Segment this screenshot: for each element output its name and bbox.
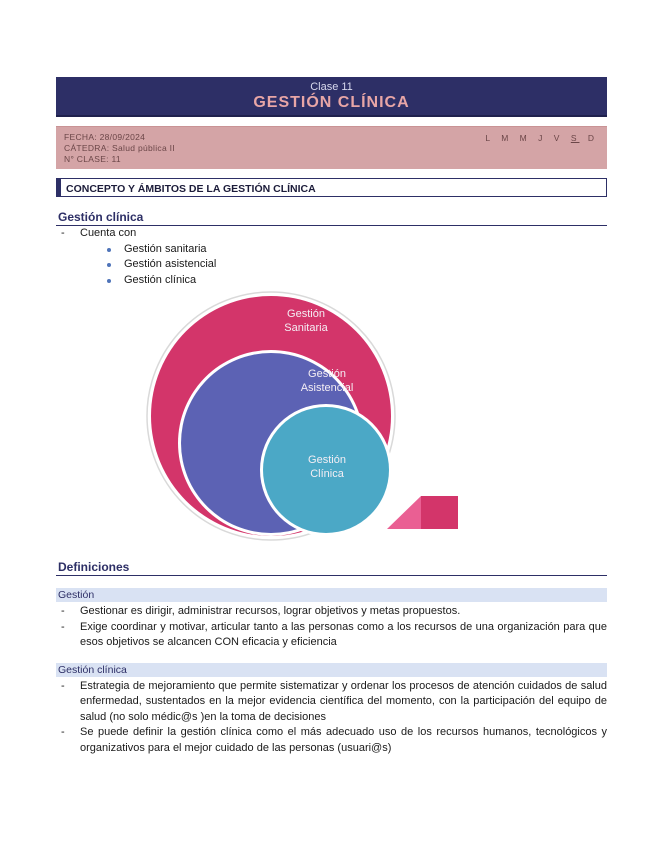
ambitos-list	[80, 242, 607, 289]
inner-label-line1: Gestión	[308, 454, 346, 466]
info-box	[56, 126, 607, 169]
inner-label-line2: Clínica	[310, 468, 344, 480]
list-item: - Gestionar es dirigir, administrar recursos, lograr objetivos y metas propuestos.	[56, 604, 607, 620]
title-bar	[56, 77, 607, 117]
ambito-sanitaria: Gestión sanitaria	[80, 242, 607, 258]
catedra-line: CÁTEDRA: Salud pública II	[64, 143, 175, 153]
list-item: - Exige coordinar y motivar, articular tanto a las personas como a los recursos de una organización para que esos objetivos se alcancen CON eficacia y eficiencia	[56, 620, 607, 651]
outer-label-line1: Gestión	[287, 308, 325, 320]
class-number: Clase 11	[310, 81, 353, 93]
cuenta-con-list	[56, 226, 607, 288]
list-item: - Se puede definir la gestión clínica como el más adecuado uso de los recursos humanos, tecnológicos y organizativos para el mejor cuidado de las personas (usuari@s)	[56, 725, 607, 756]
page	[56, 77, 607, 756]
gestion-clinica-band: Gestión clínica	[56, 663, 607, 677]
list-item	[56, 226, 607, 288]
cuenta-con-label: Cuenta con	[80, 227, 137, 239]
fecha-line: FECHA: 28/09/2024	[64, 132, 146, 142]
day-v: V	[553, 133, 563, 143]
accent-square	[421, 496, 458, 529]
gestion-band: Gestión	[56, 588, 607, 602]
day-m2: M	[519, 133, 530, 143]
day-j: J	[538, 133, 546, 143]
gestion-clinica-heading: Gestión clínica	[56, 210, 607, 226]
accent-triangle	[387, 496, 421, 529]
day-d: D	[587, 133, 597, 143]
outer-label-line2: Sanitaria	[284, 322, 328, 334]
ambito-clinica: Gestión clínica	[80, 273, 607, 289]
section-heading	[56, 178, 607, 197]
day-l: L	[485, 133, 493, 143]
section-title: CONCEPTO Y ÁMBITOS DE LA GESTIÓN CLÍNICA	[66, 183, 316, 195]
diagram-svg	[56, 288, 607, 546]
page-title: GESTIÓN CLÍNICA	[253, 94, 410, 111]
gestion-clinica-definitions	[56, 679, 607, 757]
middle-label-line2: Asistencial	[300, 382, 354, 394]
day-s-selected: S	[570, 133, 580, 143]
weekday-selector	[482, 133, 597, 143]
middle-label-line1: Gestión	[308, 368, 346, 380]
gestion-definitions	[56, 604, 607, 651]
clase-line: N° CLASE: 11	[64, 154, 121, 164]
nested-circles-diagram	[56, 288, 607, 546]
definiciones-heading: Definiciones	[56, 560, 607, 576]
day-m1: M	[501, 133, 512, 143]
list-item: - Estrategia de mejoramiento que permite sistematizar y ordenar los procesos de atención cuidados de salud enfermedad, sustentados en la mejor evidencia científica del momento, con la participación del equipo de salud (no solo médic@s )en la toma de decisiones	[56, 679, 607, 726]
ambito-asistencial: Gestión asistencial	[80, 257, 607, 273]
